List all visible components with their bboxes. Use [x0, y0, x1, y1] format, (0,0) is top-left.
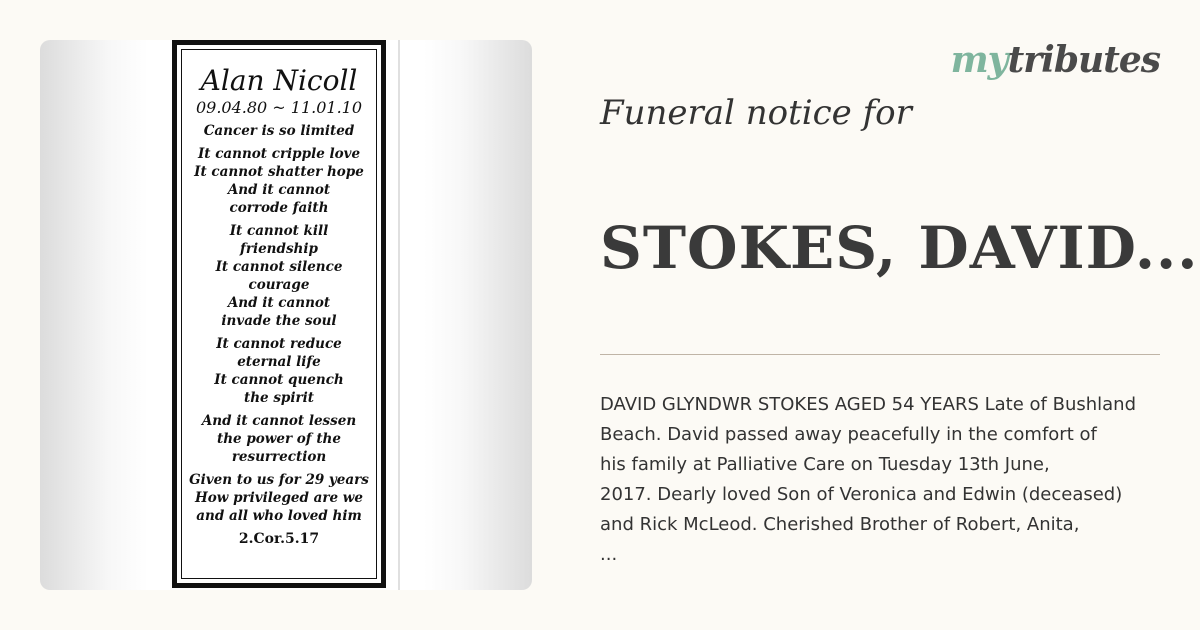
section-divider [600, 354, 1160, 355]
panel-divider [398, 40, 400, 590]
notice-dates: 09.04.80 ~ 11.01.10 [195, 98, 363, 117]
notice-verse: It cannot reduce eternal life It cannot quench the spirit [214, 336, 344, 406]
notice-verse: Cancer is so limited [203, 123, 355, 139]
page-heading: Funeral notice for [600, 93, 912, 133]
notice-description: DAVID GLYNDWR STOKES AGED 54 YEARS Late of Bushland Beach. David passed away peacefully in the comfort of his family at Palliative Care on Tuesday 13th June, 2017. Dearly loved Son of Veronica and Edwin (deceased) and Rick McLeod. Cherished Brother of Robert, Anita, ... [600, 394, 1137, 565]
notice-name: Alan Nicoll [200, 64, 358, 97]
logo-suffix: tributes [1007, 39, 1160, 81]
notice-reference: 2.Cor.5.17 [238, 531, 320, 547]
notice-verse: It cannot cripple love It cannot shatter hope And it cannot corrode faith [194, 146, 364, 216]
notice-card-inner [181, 49, 377, 579]
notice-image-panel [40, 40, 532, 590]
mytributes-logo[interactable] [951, 40, 1160, 80]
notice-verse: And it cannot lessen the power of the resurrection [201, 413, 357, 465]
notice-verse: It cannot kill friendship It cannot silence courage And it cannot invade the soul [215, 223, 343, 329]
logo-prefix: my [950, 39, 1008, 81]
deceased-name: STOKES, DAVID... [600, 214, 1199, 282]
notice-verse: Given to us for 29 years How privileged are we and all who loved him [189, 472, 369, 524]
notice-card [172, 40, 386, 588]
